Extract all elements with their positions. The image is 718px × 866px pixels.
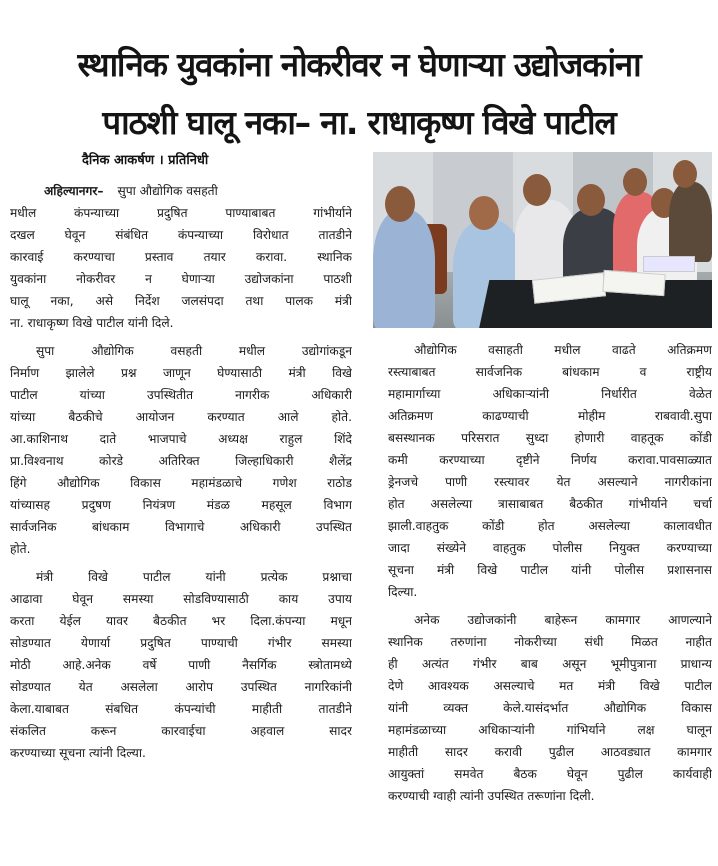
text-line: होते. (10, 542, 31, 556)
text-line: पाटील यांच्या उपस्थितीत नागरीक अधिकारी (10, 388, 352, 402)
headline-line-2: पाठशी घालू नका– ना. राधाकृष्ण विखे पाटील (102, 103, 616, 143)
left-column (10, 180, 352, 764)
text-line: सूचना मंत्री विखे पाटील यांनी पोलीस प्रशासनास (388, 563, 712, 577)
dateline: अहिल्यानगर– (44, 184, 104, 198)
photo-person (669, 182, 712, 262)
photo-document (643, 256, 695, 272)
text-line: प्रा.विश्वनाथ कोरडे अतिरिक्त जिल्हाधिकारी शैलेंद्र (10, 454, 352, 468)
text-line: अतिक्रमण काढण्याची मोहीम राबवावी.सुपा (388, 409, 712, 423)
photo-person (373, 210, 435, 328)
text-line: घालू नका, असे निर्देश जलसंपदा तथा पालक मंत्री (10, 294, 352, 308)
text-line: मधील कंपन्याच्या प्रदुषित पाण्याबाबत गांभीर्याने (10, 206, 352, 220)
photo-document (602, 270, 665, 296)
text-line: कमी करण्याच्या दृष्टीने निर्णय करावा.पावसाळ्यात (388, 453, 712, 467)
text-line: संकलित करून कारवाईचा अहवाल सादर (10, 724, 352, 738)
photo-head (623, 168, 647, 196)
meeting-photo (373, 152, 712, 328)
text-line: करण्याची ग्वाही त्यांनी उपस्थित तरूणांना दिली. (388, 789, 595, 803)
photo-head (673, 160, 697, 188)
text-line: केला.याबाबत संबधित कंपन्यांची माहीती तातडीने (10, 702, 352, 716)
photo-head (385, 186, 415, 222)
text-line: सोडण्यात येत असलेला आरोप उपस्थित नागरिकांनी (10, 680, 352, 694)
text-line: सोडण्यात येणार्या प्रदुषित पाण्याची गंभीर समस्या (10, 636, 352, 650)
text-line: यांनी व्यक्त केले.यासंदर्भात औद्योगिक विकास (388, 701, 712, 715)
text-line: दखल घेवून संबंधित कंपन्याच्या विरोधात तातडीने (10, 228, 352, 242)
text-line: ही अत्यंत गंभीर बाब असून भूमीपुत्राना प्राधान्य (388, 657, 712, 671)
text-line: दिल्या. (388, 585, 418, 599)
text-line: आयुक्तां समवेत बैठक घेवून पुढील कार्यवाही (388, 767, 712, 781)
text-line: अनेक उद्योजकांनी बाहेरून कामगार आणल्याने (414, 613, 712, 627)
text-line: होत असलेल्या त्रासाबाबत बैठकीत गांभीर्याने चर्चा (388, 497, 712, 511)
text-line: झाली.वाहतुक कोंडी होत असलेल्या कालावधीत (388, 519, 712, 533)
text-line: निर्माण झालेले प्रश्न जाणून घेण्यासाठी मंत्री विखे (10, 366, 352, 380)
text-line: यांच्या बैठकीचे आयोजन करण्यात आले होते. (10, 410, 352, 424)
text-line: ना. राधाकृष्ण विखे पाटील यांनी दिले. (10, 316, 174, 330)
right-column (388, 339, 712, 807)
text-line: ड्रेनजचे पाणी रस्त्यावर येत असल्याने नागरीकांना (388, 475, 712, 489)
text-line: रस्त्याबाबत सार्वजनिक बांधकाम व राष्ट्रीय (388, 365, 712, 379)
text-line: सार्वजनिक बांधकाम विभागाचे अधिकारी उपस्थित (10, 520, 352, 534)
text-line: महामार्गाच्या अधिकाऱ्यांनी निर्धारीत वेळेत (388, 387, 712, 401)
text-line: आढावा घेवून समस्या सोडविण्यासाठी काय उपाय (10, 592, 352, 606)
text-line: मंत्री विखे पाटील यांनी प्रत्येक प्रश्नाचा (36, 570, 352, 584)
text-line: देणे आवश्यक असल्याचे मत मंत्री विखे पाटील (388, 679, 712, 693)
text-line: स्थानिक तरुणांना नोकरीच्या संधी मिळत नाहीत (388, 635, 712, 649)
text-line: जादा संख्येने वाहतुक पोलीस नियुक्त करण्याच्या (388, 541, 712, 555)
text-span: सुपा औद्योगिक वसहती (117, 184, 218, 198)
photo-head (577, 184, 605, 216)
byline: दैनिक आकर्षण । प्रतिनिधी (82, 153, 209, 168)
text-line: बसस्थानक परिसरात सुध्दा होणारी वाहतूक कोंडी (388, 431, 712, 445)
text-line: यांच्यासह प्रदुषण नियंत्रण मंडळ महसूल विभाग (10, 498, 352, 512)
text-line: माहीती सादर करावी पुढील आठवड्यात कामगार (388, 745, 712, 759)
text-line: मोठी आहे.अनेक वर्षे पाणी नैसर्गिक स्त्रोतामध्ये (10, 658, 352, 672)
photo-head (523, 174, 551, 206)
text-line: औद्योगिक वसाहती मधील वाढते अतिक्रमण (414, 343, 712, 357)
text-line: कारवाई करण्याचा प्रस्ताव तयार करावा. स्थानिक (10, 250, 352, 264)
text-line: सुपा औद्योगिक वसहती मधील उद्योगांकडून (36, 344, 352, 358)
text-line: हिंगे औद्योगिक विकास महामंडळाचे गणेश राठोड (10, 476, 352, 490)
text-line: युवकांना नोकरीवर न घेणाऱ्या उद्योजकांना पाठशी (10, 272, 352, 286)
text-line: आ.काशिनाथ दाते भाजपाचे अध्यक्ष राहुल शिंदे (10, 432, 352, 446)
text-line: महामंडळाच्या अधिकाऱ्यांनी गांभिर्याने लक्ष घालून (388, 723, 712, 737)
text-line (10, 180, 352, 202)
photo-head (469, 196, 499, 230)
text-line: करण्याच्या सूचना त्यांनी दिल्या. (10, 746, 146, 760)
text-line: करता येईल यावर बैठकीत भर दिला.कंपन्या मधून (10, 614, 352, 628)
headline-line-1: स्थानिक युवकांना नोकरीवर न घेणाऱ्या उद्योजकांना (77, 45, 641, 85)
